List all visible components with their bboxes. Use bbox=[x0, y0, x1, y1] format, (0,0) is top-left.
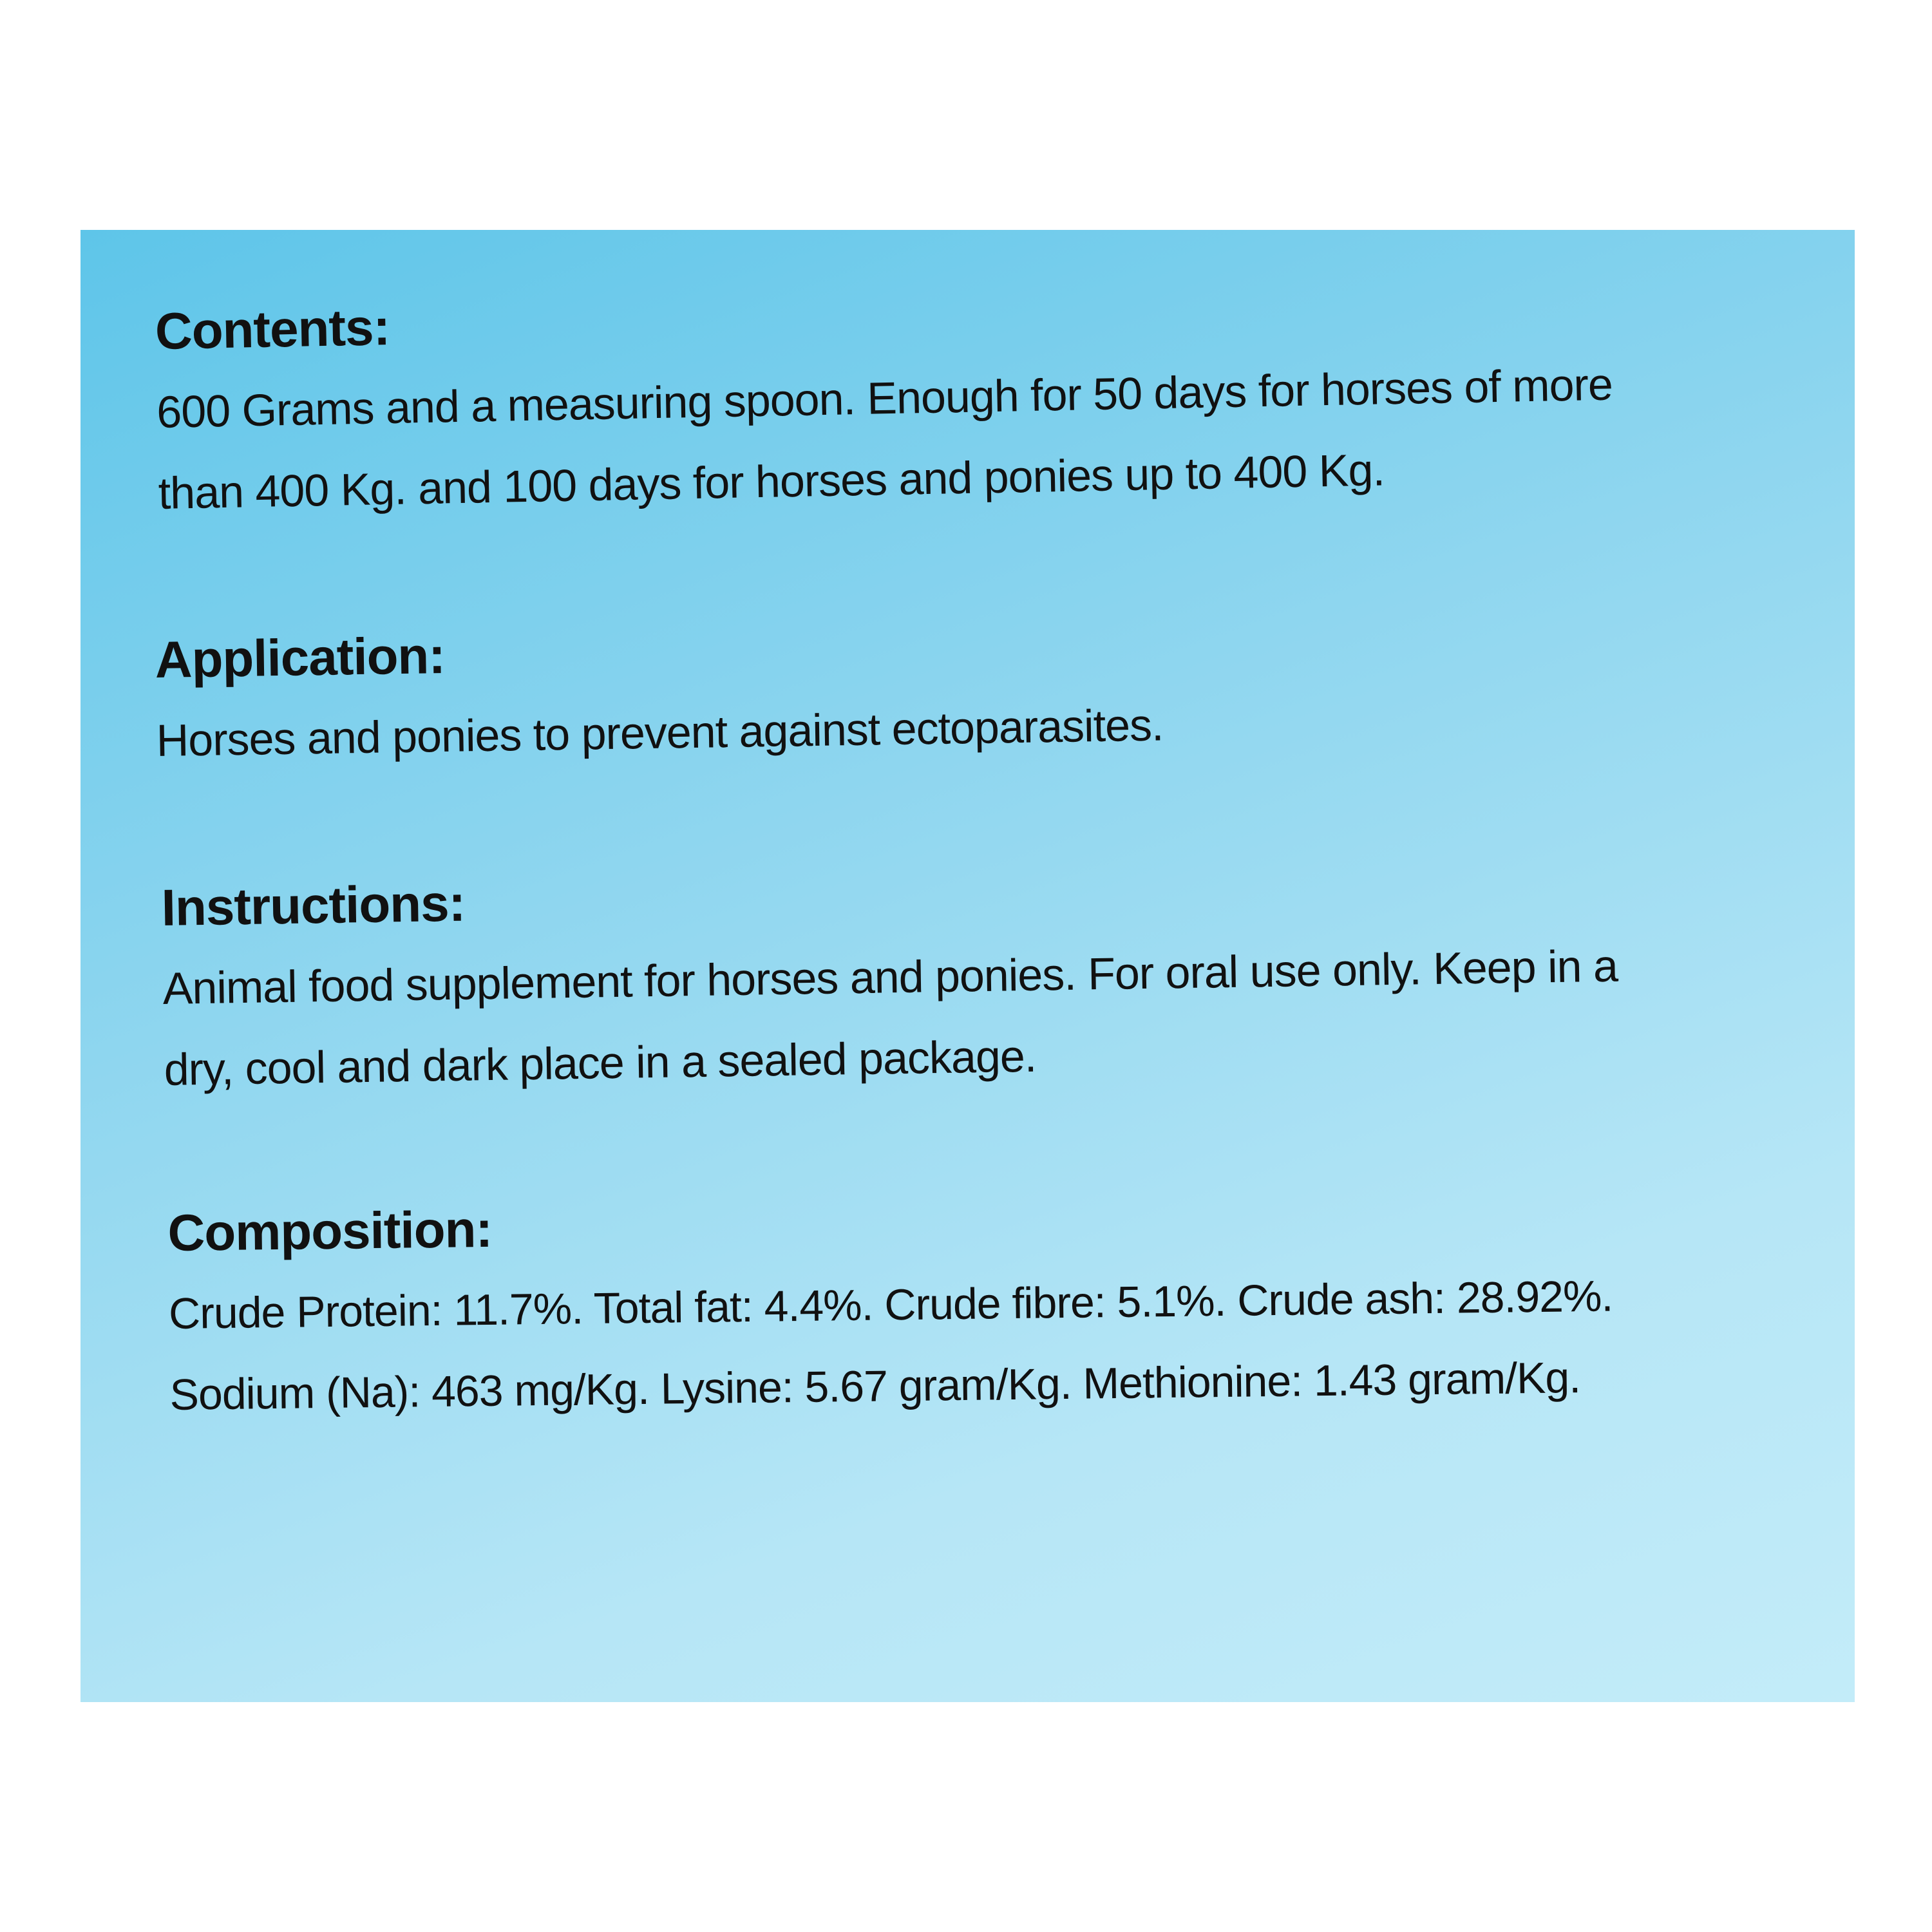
composition-line-1: Crude Protein: 11.7%. Total fat: 4.4%. Crude fibre: 5.1%. Crude ash: 28.92%. bbox=[168, 1271, 1613, 1338]
composition-line-2: Sodium (Na): 463 mg/Kg. Lysine: 5.67 gram/Kg. Methionine: 1.43 gram/Kg. bbox=[169, 1353, 1581, 1419]
instructions-heading: Instructions: bbox=[161, 874, 466, 936]
application-line-1: Horses and ponies to prevent against ectoparasites. bbox=[156, 699, 1164, 766]
composition-heading: Composition: bbox=[167, 1200, 493, 1262]
application-section bbox=[155, 603, 1805, 781]
application-heading: Application: bbox=[155, 626, 446, 688]
instructions-line-1: Animal food supplement for horses and ponies. For oral use only. Keep in a bbox=[162, 940, 1618, 1014]
contents-heading: Contents: bbox=[155, 298, 390, 360]
label-panel bbox=[80, 230, 1855, 1702]
instructions-section bbox=[161, 851, 1813, 1110]
contents-section bbox=[155, 269, 1807, 534]
contents-line-1: 600 Grams and a measuring spoon. Enough for 50 days for horses of more bbox=[156, 359, 1613, 437]
contents-line-2: than 400 Kg. and 100 days for horses and ponies up to 400 Kg. bbox=[157, 444, 1385, 518]
instructions-line-2: dry, cool and dark place in a sealed package. bbox=[164, 1030, 1037, 1095]
composition-section bbox=[167, 1182, 1819, 1435]
